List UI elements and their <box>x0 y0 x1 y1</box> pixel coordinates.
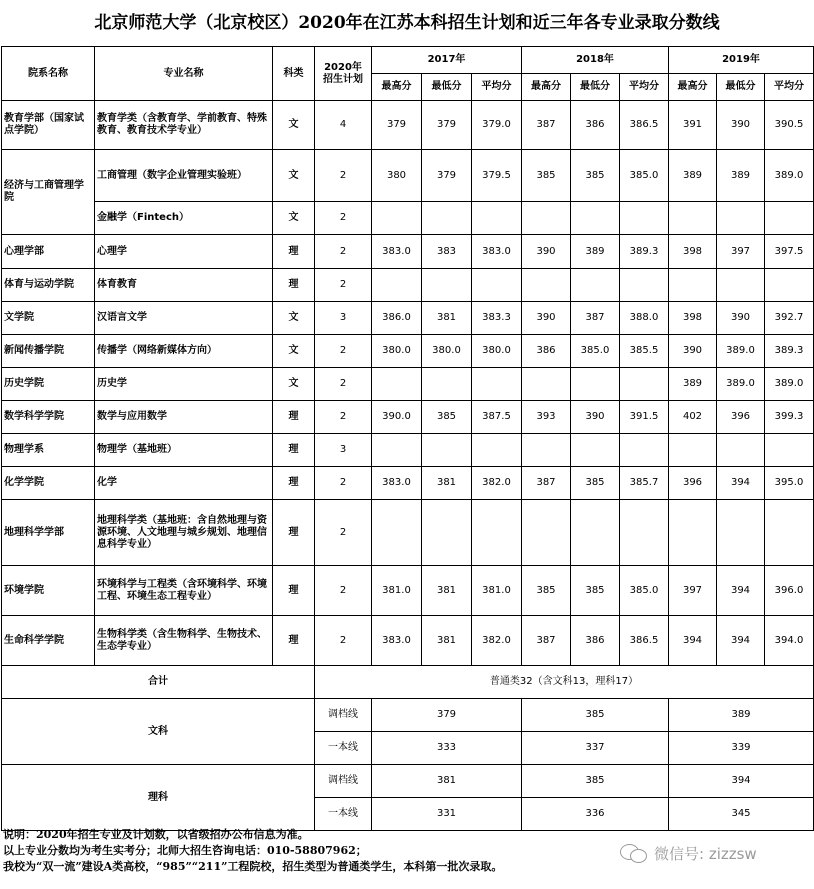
score-cell <box>422 368 472 401</box>
table-row <box>2 434 814 467</box>
score-cell: 382.0 <box>472 467 522 500</box>
score-cell <box>422 500 472 566</box>
score-cell: 386.0 <box>372 302 422 335</box>
kelei-cell: 文 <box>273 150 315 202</box>
table-row <box>2 566 814 616</box>
plan-cell: 3 <box>315 434 372 467</box>
score-cell: 386 <box>571 616 620 666</box>
major-cell: 物理学（基地班） <box>95 434 273 467</box>
kelei-cell: 理 <box>273 235 315 269</box>
score-cell: 387 <box>522 467 571 500</box>
score-cell: 381 <box>422 467 472 500</box>
score-cell: 385.0 <box>571 335 620 368</box>
score-cell <box>422 434 472 467</box>
dept-cell: 数学科学学院 <box>2 401 95 434</box>
table-row <box>2 302 814 335</box>
score-cell: 382.0 <box>472 616 522 666</box>
dept-cell: 地理科学学部 <box>2 500 95 566</box>
line-value: 339 <box>669 732 814 765</box>
header-sub: 最高分 <box>372 74 422 101</box>
table-row <box>2 616 814 666</box>
plan-cell: 4 <box>315 101 372 150</box>
kelei-cell: 理 <box>273 434 315 467</box>
line-value: 331 <box>372 798 522 831</box>
score-cell <box>472 368 522 401</box>
score-cell: 380 <box>372 150 422 202</box>
kelei-cell: 理 <box>273 467 315 500</box>
score-cell: 391 <box>669 101 717 150</box>
header-sub: 平均分 <box>765 74 814 101</box>
score-cell: 379.5 <box>472 150 522 202</box>
score-cell <box>717 500 765 566</box>
score-cell <box>372 202 422 235</box>
score-cell: 381 <box>422 302 472 335</box>
header-sub: 平均分 <box>620 74 669 101</box>
line-value: 379 <box>372 699 522 732</box>
line-value: 389 <box>669 699 814 732</box>
score-cell: 386 <box>522 335 571 368</box>
watermark <box>620 838 757 868</box>
major-cell: 工商管理（数字企业管理实验班） <box>95 150 273 202</box>
score-cell: 393 <box>522 401 571 434</box>
score-cell: 380.0 <box>422 335 472 368</box>
score-cell: 389 <box>669 150 717 202</box>
score-cell <box>620 202 669 235</box>
score-cell: 398 <box>669 302 717 335</box>
score-cell: 381.0 <box>472 566 522 616</box>
kelei-cell: 文 <box>273 335 315 368</box>
table-row <box>2 150 814 202</box>
kelei-cell: 文 <box>273 302 315 335</box>
score-cell: 391.5 <box>620 401 669 434</box>
score-cell <box>571 434 620 467</box>
score-cell: 389.3 <box>765 335 814 368</box>
score-cell: 399.3 <box>765 401 814 434</box>
score-cell: 385 <box>571 150 620 202</box>
score-cell: 392.7 <box>765 302 814 335</box>
score-cell <box>571 500 620 566</box>
score-cell: 381 <box>422 566 472 616</box>
score-cell: 387.5 <box>472 401 522 434</box>
score-cell <box>372 434 422 467</box>
major-cell: 数学与应用数学 <box>95 401 273 434</box>
plan-cell: 2 <box>315 616 372 666</box>
score-cell: 389 <box>669 368 717 401</box>
score-cell <box>765 500 814 566</box>
score-cell: 396 <box>669 467 717 500</box>
score-cell <box>669 500 717 566</box>
major-cell: 历史学 <box>95 368 273 401</box>
score-cell: 385 <box>422 401 472 434</box>
score-cell: 385.0 <box>620 150 669 202</box>
score-cell: 389.0 <box>765 150 814 202</box>
score-cell <box>522 202 571 235</box>
table-row <box>2 47 814 74</box>
major-cell: 体育教育 <box>95 269 273 302</box>
plan-cell: 2 <box>315 500 372 566</box>
score-cell <box>717 434 765 467</box>
plan-cell: 2 <box>315 269 372 302</box>
table-row <box>2 235 814 269</box>
major-cell: 教育学类（含教育学、学前教育、特殊教育、教育技术学专业） <box>95 101 273 150</box>
score-cell: 383.0 <box>372 616 422 666</box>
score-cell <box>522 434 571 467</box>
score-cell: 385 <box>522 150 571 202</box>
score-cell: 387 <box>571 302 620 335</box>
score-cell <box>620 500 669 566</box>
header-year: 2017年 <box>372 47 522 74</box>
score-cell: 385 <box>571 566 620 616</box>
score-cell: 386.5 <box>620 616 669 666</box>
note-line: 说明：2020年招生专业及计划数，以省级招办公布信息为准。 <box>3 828 309 841</box>
kelei-cell: 理 <box>273 269 315 302</box>
score-cell <box>522 269 571 302</box>
dept-cell: 环境学院 <box>2 566 95 616</box>
score-cell <box>522 368 571 401</box>
score-cell: 394 <box>717 616 765 666</box>
major-cell: 化学 <box>95 467 273 500</box>
major-cell: 传播学（网络新媒体方向） <box>95 335 273 368</box>
line-name: 调档线 <box>315 765 372 798</box>
score-cell <box>765 269 814 302</box>
score-cell <box>472 269 522 302</box>
header-sub: 平均分 <box>472 74 522 101</box>
score-cell: 389 <box>717 150 765 202</box>
score-cell: 385 <box>571 467 620 500</box>
score-cell: 394 <box>669 616 717 666</box>
score-cell: 381 <box>422 616 472 666</box>
total-label: 合计 <box>2 666 315 699</box>
major-cell: 汉语言文学 <box>95 302 273 335</box>
score-cell <box>422 269 472 302</box>
table-row <box>2 467 814 500</box>
score-cell: 397 <box>717 235 765 269</box>
score-cell <box>571 202 620 235</box>
kelei-cell: 文 <box>273 202 315 235</box>
table-row <box>2 500 814 566</box>
score-cell: 389.3 <box>620 235 669 269</box>
score-cell: 402 <box>669 401 717 434</box>
score-cell: 389.0 <box>765 368 814 401</box>
wechat-icon <box>620 842 648 864</box>
kelei-cell: 理 <box>273 401 315 434</box>
score-cell: 389.0 <box>717 335 765 368</box>
dept-cell: 化学学院 <box>2 467 95 500</box>
score-cell <box>765 202 814 235</box>
score-cell: 380.0 <box>372 335 422 368</box>
line-value: 385 <box>522 699 669 732</box>
score-cell: 380.0 <box>472 335 522 368</box>
line-group: 理科 <box>2 765 315 831</box>
header-kelei: 科类 <box>273 47 315 101</box>
header-dept: 院系名称 <box>2 47 95 101</box>
score-cell: 386 <box>571 101 620 150</box>
plan-cell: 2 <box>315 401 372 434</box>
score-cell: 390 <box>571 401 620 434</box>
plan-cell: 2 <box>315 202 372 235</box>
line-value: 337 <box>522 732 669 765</box>
score-cell: 383 <box>422 235 472 269</box>
score-cell <box>620 434 669 467</box>
major-cell: 环境科学与工程类（含环境科学、环境工程、环境生态工程专业） <box>95 566 273 616</box>
line-value: 333 <box>372 732 522 765</box>
score-cell <box>717 269 765 302</box>
score-cell <box>620 269 669 302</box>
score-cell: 385.7 <box>620 467 669 500</box>
score-cell: 390 <box>717 101 765 150</box>
score-cell: 387 <box>522 616 571 666</box>
score-cell: 397 <box>669 566 717 616</box>
score-cell: 394 <box>717 467 765 500</box>
score-cell <box>472 202 522 235</box>
score-cell: 379 <box>422 150 472 202</box>
page-title: 北京师范大学（北京校区）2020年在江苏本科招生计划和近三年各专业录取分数线 <box>94 13 720 33</box>
score-cell <box>669 434 717 467</box>
dept-cell: 物理学系 <box>2 434 95 467</box>
line-value: 381 <box>372 765 522 798</box>
table-row <box>2 368 814 401</box>
plan-cell: 2 <box>315 566 372 616</box>
score-cell: 385 <box>522 566 571 616</box>
score-cell: 390.5 <box>765 101 814 150</box>
score-cell <box>717 202 765 235</box>
score-cell: 387 <box>522 101 571 150</box>
plan-cell: 2 <box>315 467 372 500</box>
plan-cell: 2 <box>315 150 372 202</box>
dept-cell: 教育学部（国家试点学院） <box>2 101 95 150</box>
score-cell <box>765 434 814 467</box>
score-cell: 390 <box>522 235 571 269</box>
dept-cell: 生命科学学院 <box>2 616 95 666</box>
major-cell: 心理学 <box>95 235 273 269</box>
score-cell <box>472 434 522 467</box>
total-value: 普通类32（含文科13，理科17） <box>315 666 814 699</box>
line-name: 调档线 <box>315 699 372 732</box>
dept-cell: 心理学部 <box>2 235 95 269</box>
header-plan: 2020年 招生计划 <box>315 47 372 101</box>
line-name: 一本线 <box>315 732 372 765</box>
plan-cell: 3 <box>315 302 372 335</box>
major-cell: 生物科学类（含生物科学、生物技术、生态学专业） <box>95 616 273 666</box>
table-row <box>2 699 814 732</box>
score-cell: 388.0 <box>620 302 669 335</box>
line-value: 345 <box>669 798 814 831</box>
score-cell: 379 <box>372 101 422 150</box>
header-sub: 最低分 <box>571 74 620 101</box>
score-cell <box>422 202 472 235</box>
score-cell: 390 <box>522 302 571 335</box>
admission-table <box>1 46 814 831</box>
score-cell <box>372 368 422 401</box>
score-cell: 389.0 <box>717 368 765 401</box>
score-cell: 383.3 <box>472 302 522 335</box>
score-cell: 396 <box>717 401 765 434</box>
score-cell: 385.5 <box>620 335 669 368</box>
score-cell: 390 <box>717 302 765 335</box>
score-cell <box>472 500 522 566</box>
score-cell: 396.0 <box>765 566 814 616</box>
score-cell: 385.0 <box>620 566 669 616</box>
major-cell: 金融学（Fintech） <box>95 202 273 235</box>
line-group: 文科 <box>2 699 315 765</box>
header-major: 专业名称 <box>95 47 273 101</box>
kelei-cell: 文 <box>273 101 315 150</box>
header-sub: 最低分 <box>717 74 765 101</box>
score-cell: 395.0 <box>765 467 814 500</box>
score-cell <box>669 202 717 235</box>
score-cell: 390 <box>669 335 717 368</box>
notes <box>3 827 703 875</box>
score-cell: 398 <box>669 235 717 269</box>
score-cell: 383.0 <box>472 235 522 269</box>
dept-cell: 文学院 <box>2 302 95 335</box>
score-cell <box>571 368 620 401</box>
score-cell: 397.5 <box>765 235 814 269</box>
score-cell <box>372 269 422 302</box>
score-cell <box>620 368 669 401</box>
score-cell: 381.0 <box>372 566 422 616</box>
score-cell: 379 <box>422 101 472 150</box>
header-sub: 最高分 <box>669 74 717 101</box>
score-cell: 394 <box>717 566 765 616</box>
line-value: 385 <box>522 765 669 798</box>
header-sub: 最低分 <box>422 74 472 101</box>
score-cell: 390.0 <box>372 401 422 434</box>
score-cell <box>522 500 571 566</box>
score-cell: 389 <box>571 235 620 269</box>
line-name: 一本线 <box>315 798 372 831</box>
header-year: 2018年 <box>522 47 669 74</box>
score-cell: 379.0 <box>472 101 522 150</box>
kelei-cell: 文 <box>273 368 315 401</box>
score-cell <box>372 500 422 566</box>
score-cell: 394.0 <box>765 616 814 666</box>
line-value: 394 <box>669 765 814 798</box>
plan-cell: 2 <box>315 335 372 368</box>
kelei-cell: 理 <box>273 616 315 666</box>
table-row <box>2 401 814 434</box>
kelei-cell: 理 <box>273 566 315 616</box>
table-row <box>2 335 814 368</box>
note-line: 以上专业分数均为考生实考分；北师大招生咨询电话：010-58807962； <box>3 844 367 857</box>
major-cell: 地理科学类（基地班：含自然地理与资源环境、人文地理与城乡规划、地理信息科学专业） <box>95 500 273 566</box>
plan-cell: 2 <box>315 368 372 401</box>
score-cell: 383.0 <box>372 467 422 500</box>
header-year: 2019年 <box>669 47 814 74</box>
dept-cell: 历史学院 <box>2 368 95 401</box>
line-value: 336 <box>522 798 669 831</box>
watermark-text: 微信号: zizzsw <box>654 844 757 863</box>
table-row <box>2 202 814 235</box>
header-sub: 最高分 <box>522 74 571 101</box>
table-row <box>2 666 814 699</box>
table-row <box>2 101 814 150</box>
kelei-cell: 理 <box>273 500 315 566</box>
table-row <box>2 765 814 798</box>
dept-cell: 新闻传播学院 <box>2 335 95 368</box>
plan-cell: 2 <box>315 235 372 269</box>
note-line: 我校为“双一流”建设A类高校，“985”“211”工程院校，招生类型为普通类学生，本科第一批次录取。 <box>3 860 503 873</box>
score-cell: 383.0 <box>372 235 422 269</box>
score-cell <box>669 269 717 302</box>
dept-cell: 经济与工商管理学院 <box>2 150 95 235</box>
dept-cell: 体育与运动学院 <box>2 269 95 302</box>
score-cell <box>571 269 620 302</box>
score-cell: 386.5 <box>620 101 669 150</box>
table-row <box>2 269 814 302</box>
